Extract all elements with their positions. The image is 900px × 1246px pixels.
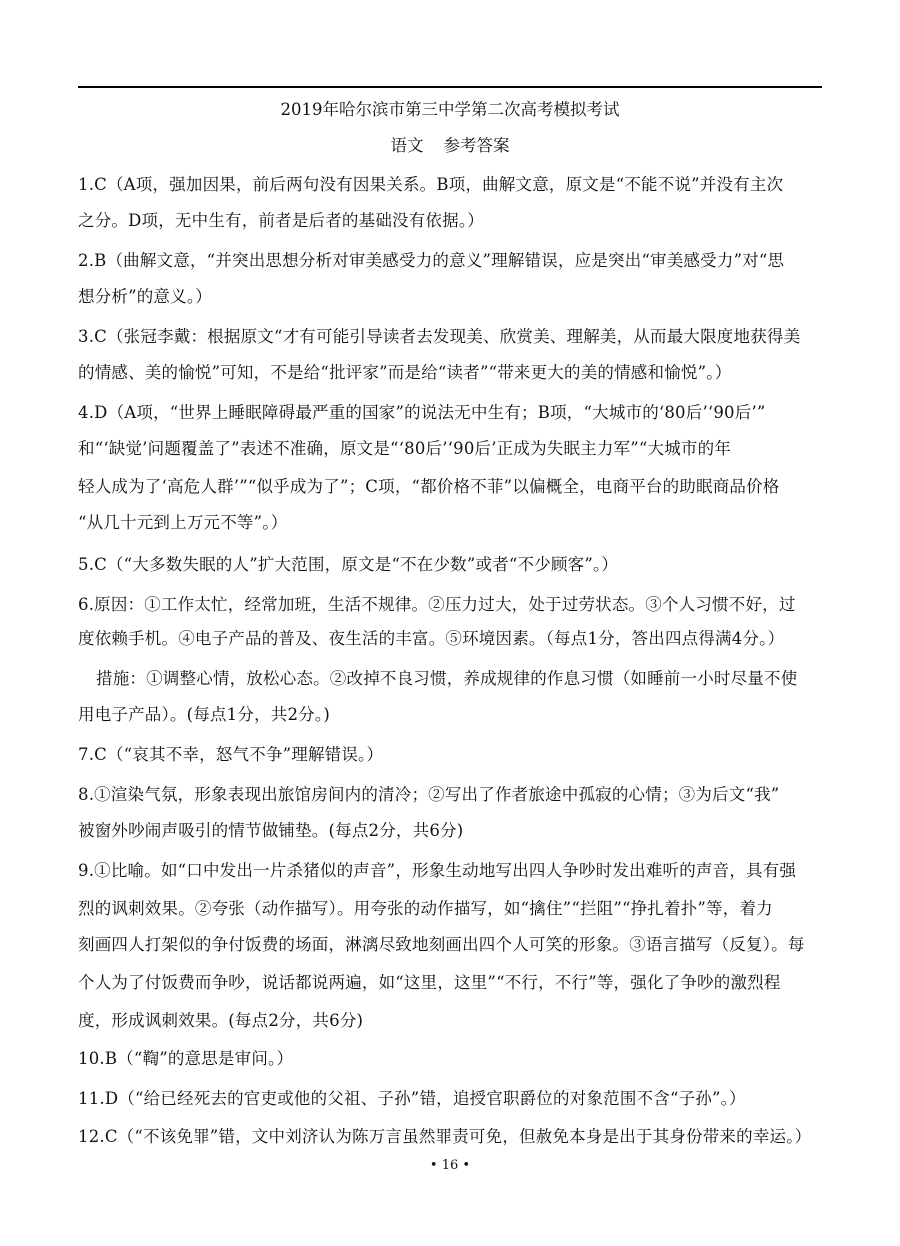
answer-line: 1.C（A项，强加因果，前后两句没有因果关系。B项，曲解文意，原文是“不能不说”并没有主次 — [78, 175, 784, 194]
subject-label: 语文 — [390, 136, 424, 155]
answer-line: 度，形成讽刺效果。(每点2分，共6分) — [78, 1011, 364, 1030]
answer-line: 个人为了付饭费而争吵，说话都说两遍，如“这里，这里”“不行，不行”等，强化了争吵的激烈程 — [78, 973, 781, 992]
answer-line: 9.①比喻。如“口中发出一片杀猪似的声音”，形象生动地写出四人争吵时发出难听的声音，具有强 — [78, 861, 797, 880]
answer-line: 10.B（“鞫”的意思是审问。） — [78, 1049, 294, 1068]
answer-line: 3.C（张冠李戴：根据原文“才有可能引导读者去发现美、欣赏美、理解美，从而最大限度地获得美 — [78, 327, 801, 346]
answer-line: 用电子产品）。(每点1分，共2分。) — [78, 705, 330, 724]
answer-line: 4.D（A项，“世界上睡眠障碍最严重的国家”的说法无中生有；B项，“大城市的‘80后’‘90后’” — [78, 403, 766, 422]
answer-line: 刻画四人打架似的争付饭费的场面，淋漓尽致地刻画出四个人可笑的形象。③语言描写（反复）。每 — [78, 935, 805, 954]
answer-line: 11.D（“给已经死去的官吏或他的父祖、子孙”错，追授官职爵位的对象范围不含“子孙”。） — [78, 1089, 746, 1108]
answer-line: 和“‘缺觉’问题覆盖了”表述不准确，原文是“‘80后’‘90后’正成为失眠主力军”“大城市的年 — [78, 439, 732, 458]
page-number: • 16 • — [429, 1158, 471, 1173]
answer-line: 6.原因：①工作太忙，经常加班，生活不规律。②压力过大，处于过劳状态。③个人习惯不好，过 — [78, 595, 796, 614]
answer-line: “从几十元到上万元不等”。） — [78, 513, 288, 532]
answer-line: 想分析”的意义。） — [78, 287, 212, 306]
answer-line: 措施：①调整心情，放松心态。②改掉不良习惯，养成规律的作息习惯（如睡前一小时尽量不使 — [96, 669, 798, 688]
answer-line: 轻人成为了‘高危人群’”“似乎成为了”；C项，“都价格不菲”以偏概全，电商平台的助眠商品价格 — [78, 477, 780, 496]
answer-line: 5.C（“大多数失眠的人”扩大范围，原文是“不在少数”或者“不少顾客”。） — [78, 555, 619, 574]
exam-title: 2019年哈尔滨市第三中学第二次高考模拟考试 — [280, 100, 620, 119]
answer-line: 之分。D项，无中生有，前者是后者的基础没有依据。） — [78, 211, 484, 230]
subject-heading — [0, 136, 900, 156]
answer-line: 8.①渲染气氛，形象表现出旅馆房间内的清冷；②写出了作者旅途中孤寂的心情；③为后文“我” — [78, 785, 780, 804]
answer-key-label: 参考答案 — [443, 136, 510, 155]
answer-line: 2.B（曲解文意，“并突出思想分析对审美感受力的意义”理解错误，应是突出“审美感受力”对“思 — [78, 251, 785, 270]
answer-line: 烈的讽刺效果。②夸张（动作描写）。用夸张的动作描写，如“擒住”“拦阻”“挣扎着扑”等，着力 — [78, 899, 773, 918]
answer-line: 12.C（“不该免罪”错，文中刘济认为陈万言虽然罪责可免，但赦免本身是出于其身份带来的幸运。） — [78, 1127, 812, 1146]
answer-line: 度依赖手机。④电子产品的普及、夜生活的丰富。⑤环境因素。（每点1分，答出四点得满4分。） — [78, 629, 785, 648]
header-rule — [78, 86, 822, 88]
answer-line: 的情感、美的愉悦”可知，不是给“批评家”而是给“读者”“带来更大的美的情感和愉悦”。） — [78, 363, 732, 382]
answer-line: 7.C（“哀其不幸，怒气不争”理解错误。） — [78, 745, 384, 764]
answer-line: 被窗外吵闹声吸引的情节做铺垫。(每点2分，共6分) — [78, 821, 464, 840]
